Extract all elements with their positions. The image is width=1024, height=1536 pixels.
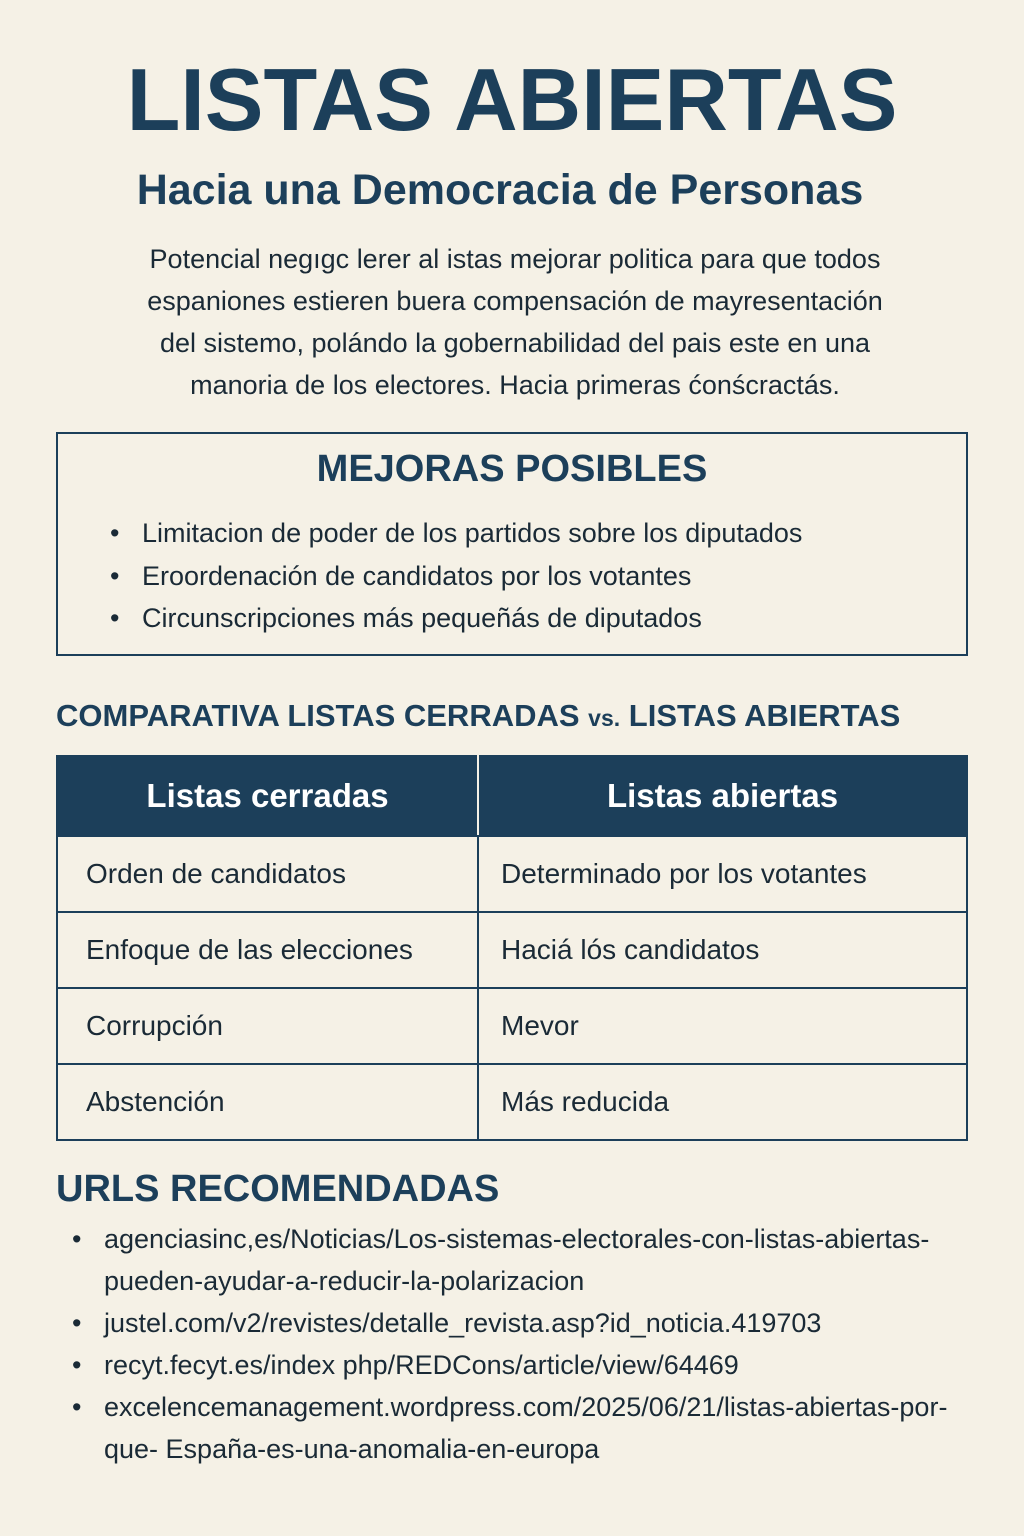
- column-header: Listas cerradas: [57, 756, 478, 836]
- table-row: [57, 912, 967, 988]
- table-cell: Enfoque de las elecciones: [57, 912, 478, 988]
- comparativa-title: [56, 694, 1006, 740]
- table-cell: Determinado por los votantes: [478, 836, 967, 912]
- intro-paragraph: [40, 238, 990, 406]
- table-cell: Más reducida: [478, 1064, 967, 1140]
- mejoras-list: [110, 512, 950, 640]
- column-header: Listas abiertas: [478, 756, 967, 836]
- urls-list: [72, 1218, 972, 1470]
- comparison-table: [56, 755, 968, 1141]
- comparativa-title-a: COMPARATIVA LISTAS CERRADAS: [56, 698, 589, 733]
- page-title: LISTAS ABIERTAS: [126, 50, 898, 149]
- table-cell: Haciá lós candidatos: [478, 912, 967, 988]
- table-row: [57, 836, 967, 912]
- table-cell: Mevor: [478, 988, 967, 1064]
- url-item[interactable]: • recyt.fecyt.es/index php/REDCons/article/view/64469: [72, 1344, 972, 1386]
- table-cell: Corrupción: [57, 988, 478, 1064]
- comparativa-title-b: LISTAS ABIERTAS: [620, 698, 901, 733]
- list-item: • Eroordenación de candidatos por los votantes: [110, 555, 950, 598]
- intro-line: manoria de los electores. Hacia primeras ćonścractás.: [190, 370, 840, 400]
- mejoras-title: MEJORAS POSIBLES: [316, 448, 708, 490]
- intro-line: Potencial negıgc lerer al istas mejorar politica para que todos: [149, 244, 881, 274]
- mejoras-box: [56, 432, 968, 656]
- table-row: [57, 1064, 967, 1140]
- url-item[interactable]: • justel.com/v2/revistes/detalle_revista.asp?id_noticia.419703: [72, 1302, 972, 1344]
- table-cell: Abstención: [57, 1064, 478, 1140]
- url-item[interactable]: • excelencemanagement.wordpress.com/2025/06/21/listas-abiertas-por-que- España-es-una-anomalia-en-europa: [72, 1386, 972, 1470]
- url-item[interactable]: • agenciasinc,es/Noticias/Los-sistemas-electorales-con-listas-abiertas-pueden-ayudar-a-reducir-la-polarizacion: [72, 1218, 972, 1302]
- urls-title: URLS RECOMENDADAS: [56, 1168, 500, 1210]
- table-row: [57, 988, 967, 1064]
- page-subtitle: Hacia una Democracia de Personas: [136, 166, 864, 214]
- table-header-row: [57, 756, 967, 836]
- intro-line: espaniones estieren buera compensación de mayresentación: [147, 286, 883, 316]
- intro-line: del sistemo, polándo la gobernabilidad del pais este en una: [159, 328, 870, 358]
- list-item: • Limitacion de poder de los partidos sobre los diputados: [110, 512, 950, 555]
- table-cell: Orden de candidatos: [57, 836, 478, 912]
- list-item: • Circunscripciones más pequeñás de diputados: [110, 597, 950, 640]
- comparativa-vs: vs.: [588, 705, 621, 731]
